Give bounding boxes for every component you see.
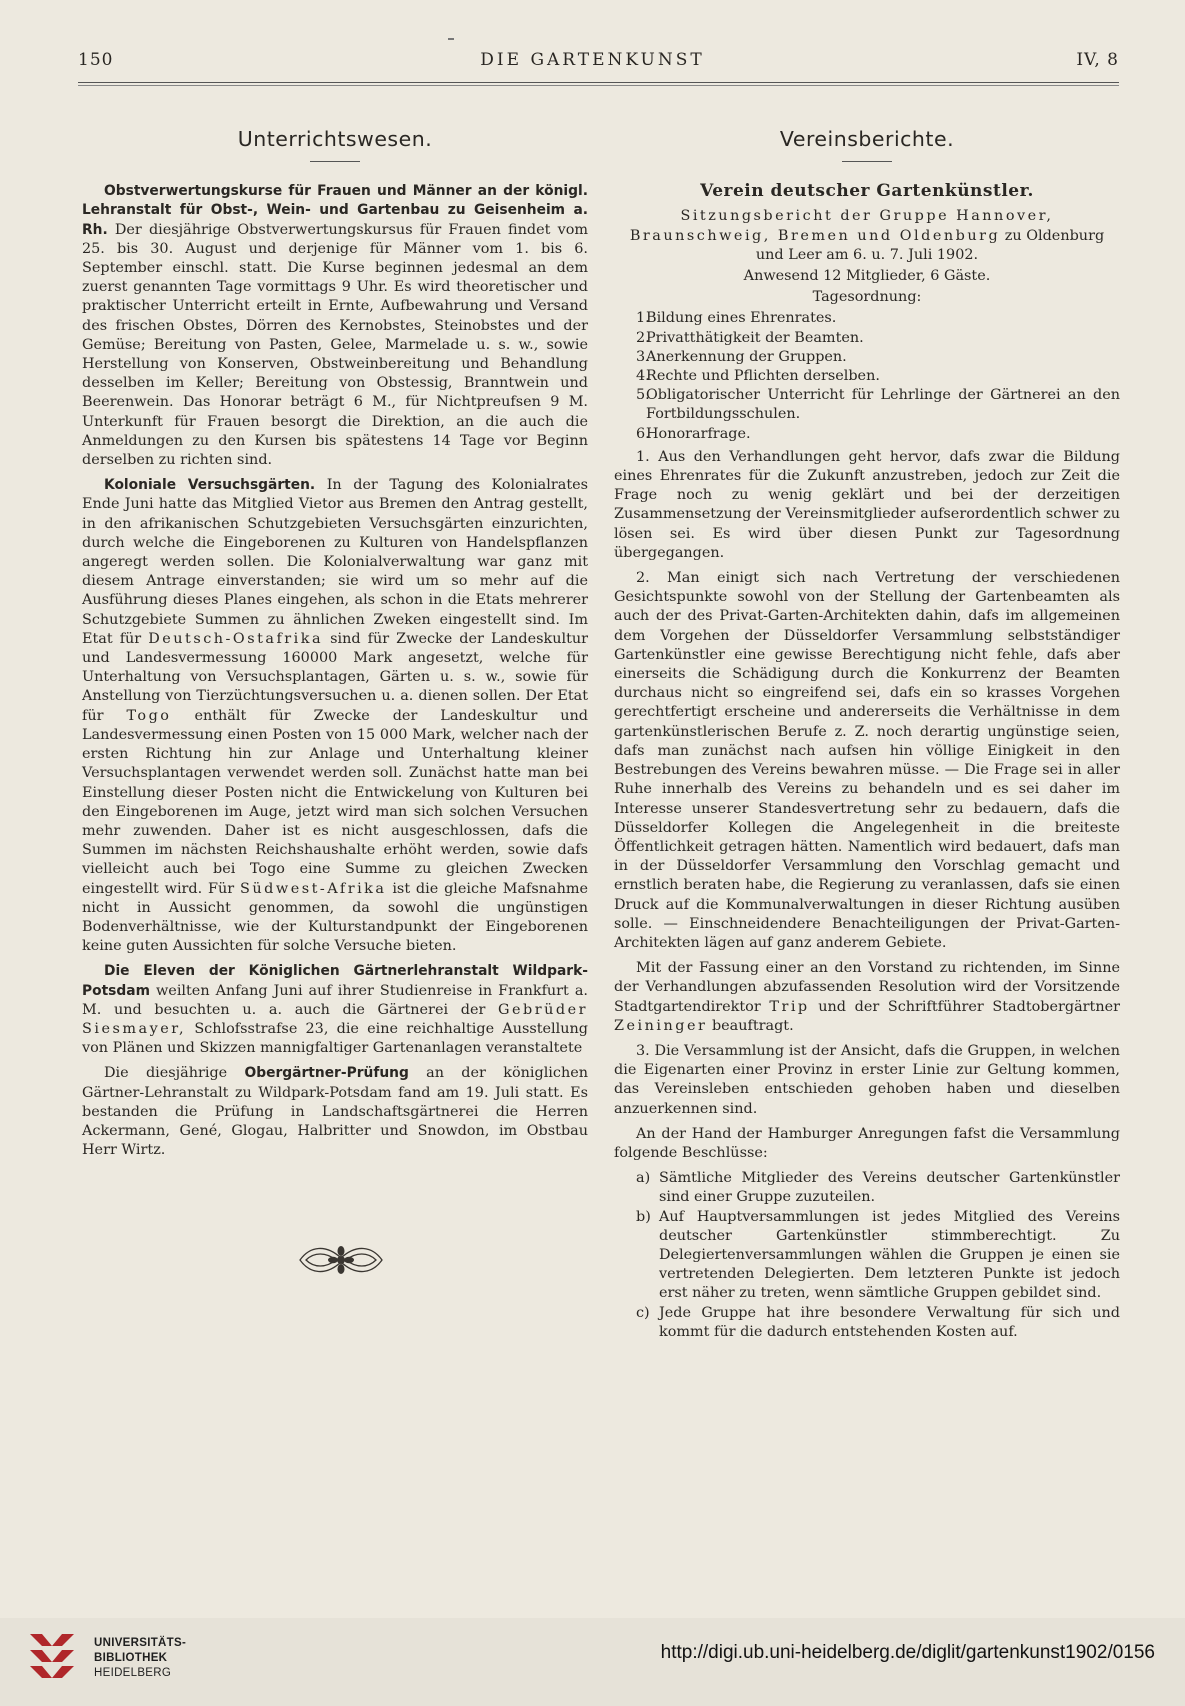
lead-obstverwertung: Obstverwertungskurse für Frauen und Männer an der königl. Lehranstalt für Obst-, Wein- und Gartenbau zu Geisenheim a. Rh. xyxy=(82,183,588,238)
text-resolution-e: beauftragt. xyxy=(711,1017,794,1034)
text-eleven-a: weilten Anfang Juni auf ihrer Studienreise in Frankfurt a. M. und besuchten u. a. auch die Gärtnerei der xyxy=(82,982,588,1018)
text-eleven-c: Schlofsstrafse 23, die eine reichhaltige Ausstellung von Plänen und Skizzen mannigfaltiger Gartenanlagen veranstaltete xyxy=(82,1020,588,1057)
spaced-togo: Togo xyxy=(126,707,172,724)
session-place-date: zu Oldenburg und Leer am 6. u. 7. Juli 1902. xyxy=(755,227,1105,263)
agenda-number: 1. xyxy=(636,310,650,327)
spaced-ostafrika: Deutsch-Ostafrika xyxy=(148,630,324,647)
paragraph-beschluesse: An der Hand der Hamburger Anregungen fafst die Versammlung folgende Beschlüsse: xyxy=(614,1125,1120,1161)
club-title: Verein deutscher Gartenkünstler. xyxy=(700,181,1034,202)
text-koloniale-c: sind für Zwecke der Landeskultur und Landesvermessung 160000 Mark angesetzt, welche für Unterhaltung von Versuchsplantagen, Gärten u. s. w., sowie für Anstellung von Tierzüchtungsversuchen u. a. dienen sollen. Der Etat für xyxy=(82,630,588,724)
agenda-list xyxy=(614,309,1120,443)
agenda-item xyxy=(614,329,1120,348)
section-title-verein: Vereinsberichte. xyxy=(779,127,955,151)
agenda-number: 3. xyxy=(636,348,650,365)
lead-eleven: Die Eleven der Königlichen Gärtnerlehranstalt Wildpark-Potsdam xyxy=(82,963,588,999)
university-library-logo-icon xyxy=(28,1630,76,1686)
flower-ornament-icon xyxy=(296,1238,386,1282)
permalink-url[interactable]: http://digi.ub.uni-heidelberg.de/diglit/gartenkunst1902/0156 xyxy=(660,1642,1155,1663)
spaced-siesmayer: Gebrüder Siesmayer, xyxy=(82,1001,588,1037)
agenda-number: 2. xyxy=(636,329,650,346)
session-report xyxy=(614,207,1120,265)
session-groups: Sitzungsbericht der Gruppe Hannover, Braunschweig, Bremen und Oldenburg xyxy=(629,208,1054,244)
agenda-number: 4. xyxy=(636,368,650,385)
left-column xyxy=(82,126,588,1166)
spaced-suedwest: Südwest-Afrika xyxy=(240,880,387,897)
journal-title: DIE GARTENKUNST xyxy=(480,50,705,70)
header-rule xyxy=(78,82,1119,86)
spaced-trip: Trip xyxy=(769,998,810,1015)
attendance: Anwesend 12 Mitglieder, 6 Gäste. xyxy=(743,268,991,285)
page-number: 150 xyxy=(78,50,114,70)
agenda-text: Honorarfrage. xyxy=(646,425,751,442)
text-resolution-a: Mit der Fassung einer an den Vorstand zu richtenden, im Sinne der Verhandlungen abzufassenden Resolution wird der Vorsitzende Stadtgartendirektor xyxy=(614,960,1120,1015)
agenda-number: 6. xyxy=(636,425,650,442)
resolution-item xyxy=(614,1208,1120,1304)
agenda-text: Privatthätigkeit der Beamten. xyxy=(646,329,864,346)
resolution-letter: c) xyxy=(636,1304,650,1321)
scan-mark xyxy=(448,38,454,40)
agenda-text: Bildung eines Ehrenrates. xyxy=(646,310,837,327)
agenda-item xyxy=(614,348,1120,367)
text-koloniale-e: enthält für Zwecke der Landeskultur und Landesvermessung einen Posten von 15 000 Mark, welcher nach der ersten Richtung hin zur Anlage und Unterhaltung kleiner Versuchsplantagen verwendet werden soll. Zunächst hatte man bei Einstellung dieser Posten nicht die Entwickelung von Kulturen bei den Eingeborenen im Auge, jetzt wird man sich solchen Versuchen mehr zuwenden. Daher ist es nicht ausgeschlossen, dafs die Summen im nächsten Reichshaushalte erhöht werden, sowie dafs vielleicht auch bei Togo eine Summe zu gleichen Zwecken eingestellt wird. Für xyxy=(82,707,589,897)
paragraph-obstverwertung xyxy=(82,182,588,470)
text-obstverwertung: Der diesjährige Obstverwertungskursus für Frauen findet vom 25. bis 30. August und derjenige für Männer vom 1. bis 6. September einschl. statt. Die Kurse beginnen jedesmal an dem zuerst genannten Tage vormittags 9 Uhr. Es wird theoretischer und praktischer Unterricht erteilt in Ernte, Aufbewahrung und Versand des frischen Obstes, Dörren des Kernobstes, Steinobstes und der Gemüse; Bereitung von Pasten, Gelee, Marmelade u. s. w., sowie Herstellung von Konserven, Obstweinbereitung und Behandlung desselben im Keller; Bereitung von Obstessig, Branntwein und Beerenwein. Das Honorar beträgt 6 M., für Nichtpreufsen 9 M. Unterkunft für Frauen besorgt die Direktion, an die auch die Anmeldungen zu den Kursen bis spätestens 14 Tage vor Beginn derselben zu richten sind. xyxy=(82,221,589,469)
volume-number: IV, 8 xyxy=(1076,50,1119,70)
paragraph-ehrenrat: 1. Aus den Verhandlungen geht hervor, dafs zwar die Bildung eines Ehrenrates für die Zukunft anzustreben, jedoch zur Zeit die Frage noch zu wenig geklärt und bei der derzeitigen Zusammensetzung der Vereinsmitglieder aufserordentlich schwer zu lösen sei. Es wird über diesen Punkt zur Tagesordnung übergegangen. xyxy=(614,448,1120,561)
text-resolution-c: und der Schriftführer Stadtobergärtner xyxy=(818,998,1120,1015)
paragraph-gruppen: 3. Die Versammlung ist der Ansicht, dafs die Gruppen, in welchen die Eigenarten einer Provinz in erster Linie zur Geltung kommen, das Vereinsleben entschieden gehoben haben und dieselben anzuerkennen sind. xyxy=(614,1042,1120,1117)
agenda-text: Obligatorischer Unterricht für Lehrlinge der Gärtnerei an den Fortbildungsschulen. xyxy=(646,387,1120,423)
paragraph-privat: 2. Man einigt sich nach Vertretung der verschiedenen Gesichtspunkte sowohl von der Stellung der Gartenbeamten als auch der des Privat-Garten-Architekten dahin, dafs im allgemeinen dem Vorgehen der Düsseldorfer Versammlung selbstständiger Gartenkünstler eine gewisse Berechtigung nicht fehle, dafs aber einerseits die Schädigung durch die Konkurrenz der Beamten durchaus nicht so eingreifend sei, dafs ein so krasses Vorgehen gerechtfertigt erscheine und andererseits die Verhältnisse in dem gartenkünstlerischen Berufe z. Z. noch derartig ungünstige seien, dafs man zunächst nach aufsen hin völlige Einigkeit in den Bestrebungen des Vereins bewahren müsse. — Die Frage sei in aller Ruhe innerhalb des Vereins zu behandeln und es sei daher im Interesse unserer Standesvertretung sehr zu bedauern, dafs die Düsseldorfer Kollegen die Angelegenheit in die breiteste Öffentlichkeit getragen hätten. Namentlich wird bedauert, dafs man in der Düsseldorfer Versammlung den Vorschlag gemacht und ernstlich beraten habe, die Regierung zu veranlassen, dafs sie einen Druck auf die Kommunalverwaltungen in dieser Richtung ausüben solle. — Einschneidendere Benachteiligungen der Privat-Garten-Architekten lägen auf ganz anderem Gebiete. xyxy=(614,570,1120,951)
agenda-item xyxy=(614,425,1120,444)
resolution-list xyxy=(614,1169,1120,1342)
resolution-item xyxy=(614,1169,1120,1207)
spaced-zeininger: Zeininger xyxy=(614,1017,708,1034)
lead-pruefung: Obergärtner-Prüfung xyxy=(244,1065,409,1082)
paragraph-koloniale xyxy=(82,476,588,956)
lead-koloniale: Koloniale Versuchsgärten. xyxy=(104,477,316,494)
library-name-line1: UNIVERSITÄTS- xyxy=(94,1637,187,1649)
section-title-unterricht: Unterrichtswesen. xyxy=(237,127,433,151)
agenda-item xyxy=(614,309,1120,328)
text-pruefung-b: an der königlichen Gärtner-Lehranstalt zu Wildpark-Potsdam fand am 19. Juli statt. Es bestanden die Prüfung in Landschaftsgärtnerei die Herren Ackermann, Gené, Glogau, Halbritter und Snowdon, im Obstbau Herr Wirtz. xyxy=(82,1065,589,1159)
library-name-line2: BIBLIOTHEK xyxy=(94,1652,168,1664)
section-rule xyxy=(310,161,360,162)
agenda-item xyxy=(614,386,1120,424)
text-koloniale-g: ist die gleiche Mafsnahme nicht in Aussicht genommen, da sowohl die ungünstigen Bodenverhältnisse, wie der Kulturstandpunkt der Eingeborenen keine guten Aussichten für solche Versuche bieten. xyxy=(82,880,589,955)
resolution-letter: b) xyxy=(636,1208,651,1225)
resolution-text: Auf Hauptversammlungen ist jedes Mitglied des Vereins deutscher Gartenkünstler stimmberechtigt. Zu Delegiertenversammlungen wählen die Gruppen je einen sie vertretenden Delegierten. Dem letzteren Punkte ist jedoch erst näher zu treten, wenn sämtliche Gruppen gebildet sind. xyxy=(659,1208,1120,1302)
text-koloniale-a: In der Tagung des Kolonialrates Ende Juni hatte das Mitglied Vietor aus Bremen den Antrag gestellt, in den afrikanischen Schutzgebieten Versuchsgärten einzurichten, durch welche die Eingeborenen zu Kulturen von Handelspflanzen angeregt werden sollen. Die Kolonialverwaltung war ganz mit diesem Antrage einverstanden; sie wird um so mehr auf die Ausführung dieses Planes eingehen, als schon in die Etats mehrerer Schutzgebiete Summen zu ähnlichen Zweken eingestellt sind. Im Etat für xyxy=(82,477,589,647)
agenda-text: Rechte und Pflichten derselben. xyxy=(646,368,880,385)
resolution-letter: a) xyxy=(636,1170,651,1187)
agenda-number: 5. xyxy=(636,387,650,404)
paragraph-eleven xyxy=(82,962,588,1058)
resolution-item xyxy=(614,1304,1120,1342)
resolution-text: Sämtliche Mitglieder des Vereins deutscher Gartenkünstler sind einer Gruppe zuzuteilen. xyxy=(659,1170,1120,1206)
section-rule xyxy=(842,161,892,162)
right-column xyxy=(614,126,1120,1346)
library-name-line3: HEIDELBERG xyxy=(94,1667,172,1679)
paragraph-resolution xyxy=(614,959,1120,1036)
agenda-item xyxy=(614,367,1120,386)
agenda-title: Tagesordnung: xyxy=(812,289,922,306)
agenda-text: Anerkennung der Gruppen. xyxy=(646,348,847,365)
resolution-text: Jede Gruppe hat ihre besondere Verwaltung für sich und kommt für die dadurch entstehenden Kosten auf. xyxy=(659,1304,1120,1340)
text-pruefung-a: Die diesjährige xyxy=(104,1065,228,1082)
paragraph-pruefung xyxy=(82,1064,588,1160)
